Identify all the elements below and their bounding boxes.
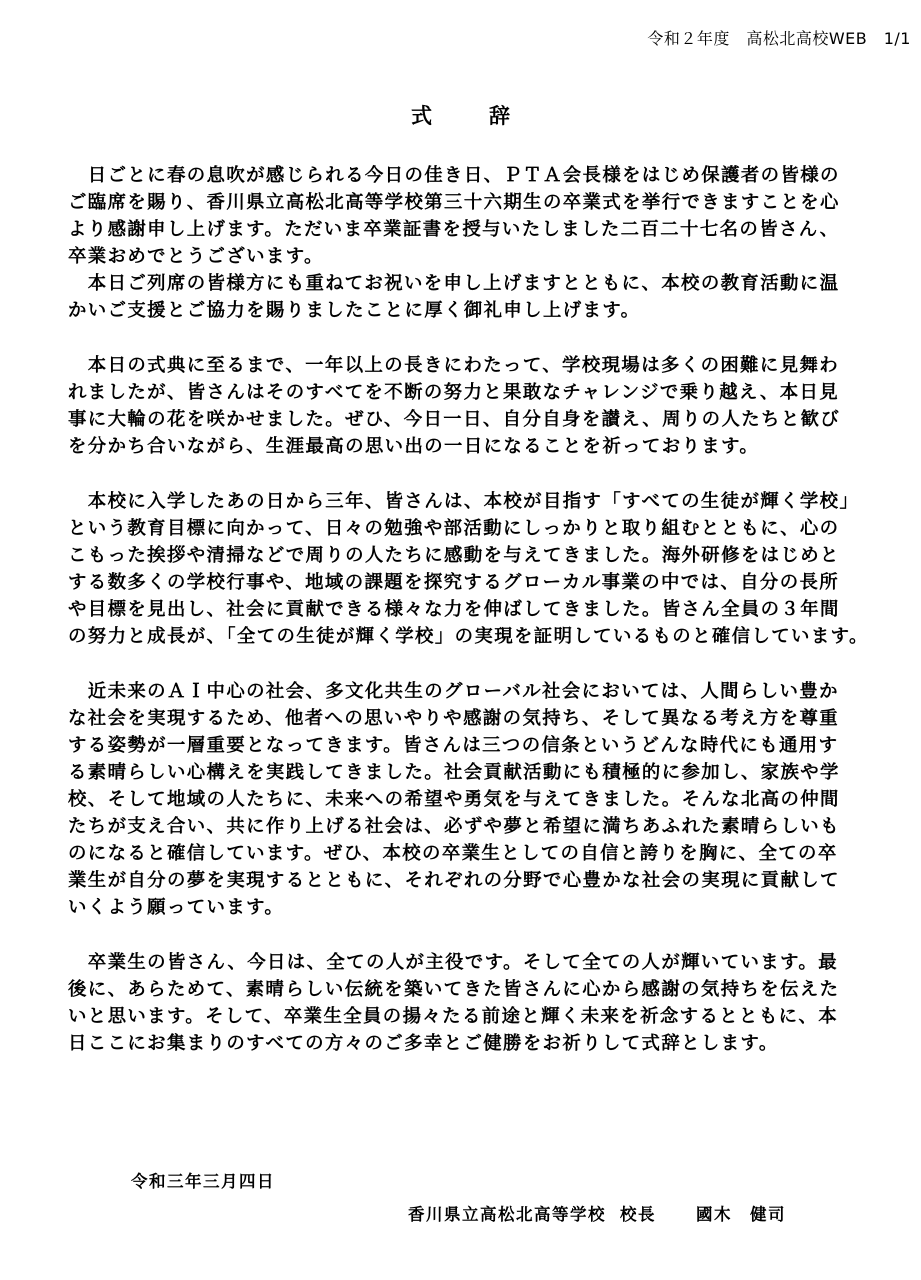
- body-line: 近未来のＡＩ中心の社会、多文化共生のグローバル社会においては、人間らしい豊か: [68, 680, 839, 702]
- paragraph-gap: [68, 650, 853, 677]
- document-body: [68, 162, 869, 1057]
- body-line: 本校に入学したあの日から三年、皆さんは、本校が目指す「すべての生徒が輝く学校」: [68, 490, 860, 512]
- body-line: のになると確信しています。ぜひ、本校の卒業生としての自信と誇りを胸に、全ての卒: [68, 843, 838, 865]
- body-line: する姿勢が一層重要となってきます。皆さんは三つの信条というどんな時代にも通用す: [68, 734, 839, 756]
- body-line: る素晴らしい心構えを実践してきました。社会貢献活動にも積極的に参加し、家族や学: [68, 761, 840, 783]
- body-line: たちが支え合い、共に作り上げる社会は、必ずや夢と希望に満ちあふれた素晴らしいも: [68, 816, 840, 838]
- body-line: 日ごとに春の息吹が感じられる今日の佳き日、ＰＴＡ会長様をはじめ保護者の皆様の: [68, 165, 840, 186]
- page-header: 令和２年度 高松北高校WEB 1/1: [647, 29, 911, 48]
- body-line: れましたが、皆さんはそのすべてを不断の努力と果敢なチャレンジで乗り越え、本日見: [68, 382, 840, 404]
- body-line: より感謝申し上げます。ただいま卒業証書を授与いたしました二百二十七名の皆さん、: [68, 219, 840, 241]
- body-line: という教育目標に向かって、日々の勉強や部活動にしっかりと取り組むとともに、心の: [68, 517, 840, 539]
- body-line: いと思います。そして、卒業生全員の揚々たる前途と輝く未来を祈念するとともに、本: [68, 1006, 838, 1028]
- paragraph-gap: [68, 922, 853, 949]
- body-line: こもった挨拶や清掃などで周りの人たちに感動を与えてきました。海外研修をはじめと: [68, 544, 840, 566]
- signature-block: [408, 1201, 786, 1225]
- document-title: 式 辞: [411, 104, 528, 128]
- body-line: いくよう願っています。: [68, 897, 285, 919]
- body-line: 卒業生の皆さん、今日は、全ての人が主役です。そして全ての人が輝いています。最: [68, 951, 838, 973]
- body-line: や目標を見出し、社会に貢献できる様々な力を伸ばしてきました。皆さん全員の３年間: [68, 599, 840, 621]
- body-line: 校、そして地域の人たちに、未来への希望や勇気を与えてきました。そんな北高の仲間: [68, 789, 840, 811]
- body-line: な社会を実現するため、他者への思いやりや感謝の気持ち、そして異なる考え方を尊重: [68, 707, 840, 729]
- body-line: ご臨席を賜り、香川県立高松北高等学校第三十六期生の卒業式を挙行できますことを心: [68, 192, 840, 214]
- body-line: 後に、あらためて、素晴らしい伝統を築いてきた皆さんに心から感謝の気持ちを伝えた: [68, 979, 840, 1000]
- body-line: を分かち合いながら、生涯最高の思い出の一日になることを祈っております。: [68, 436, 760, 458]
- paragraph-gap: [68, 460, 853, 487]
- body-line: 本日ご列席の皆様方にも重ねてお祝いを申し上げますとともに、本校の教育活動に温: [68, 273, 840, 295]
- body-line: 卒業おめでとうございます。: [68, 246, 324, 268]
- body-line: の努力と成長が、「全ての生徒が輝く学校」の実現を証明しているものと確信しています。: [68, 626, 869, 648]
- signature-school: 香川県立高松北高等学校: [408, 1205, 606, 1224]
- signature-title: 校長: [620, 1205, 656, 1224]
- paragraph-gap: [68, 325, 853, 352]
- document-date: 令和三年三月四日: [131, 1172, 275, 1191]
- body-line: かいご支援とご協力を賜りましたことに厚く御礼申し上げます。: [68, 300, 641, 322]
- body-line: 業生が自分の夢を実現するとともに、それぞれの分野で心豊かな社会の実現に貢献して: [68, 870, 840, 892]
- body-line: 事に大輪の花を咲かせました。ぜひ、今日一日、自分自身を讃え、周りの人たちと歓び: [68, 409, 841, 431]
- body-line: 日ここにお集まりのすべての方々のご多幸とご健勝をお祈りして式辞とします。: [68, 1033, 779, 1055]
- signature-name: 國木 健司: [696, 1205, 786, 1224]
- body-line: 本日の式典に至るまで、一年以上の長きにわたって、学校現場は多くの困難に見舞わ: [68, 354, 840, 376]
- body-line: する数多くの学校行事や、地域の課題を探究するグローカル事業の中では、自分の長所: [68, 572, 840, 593]
